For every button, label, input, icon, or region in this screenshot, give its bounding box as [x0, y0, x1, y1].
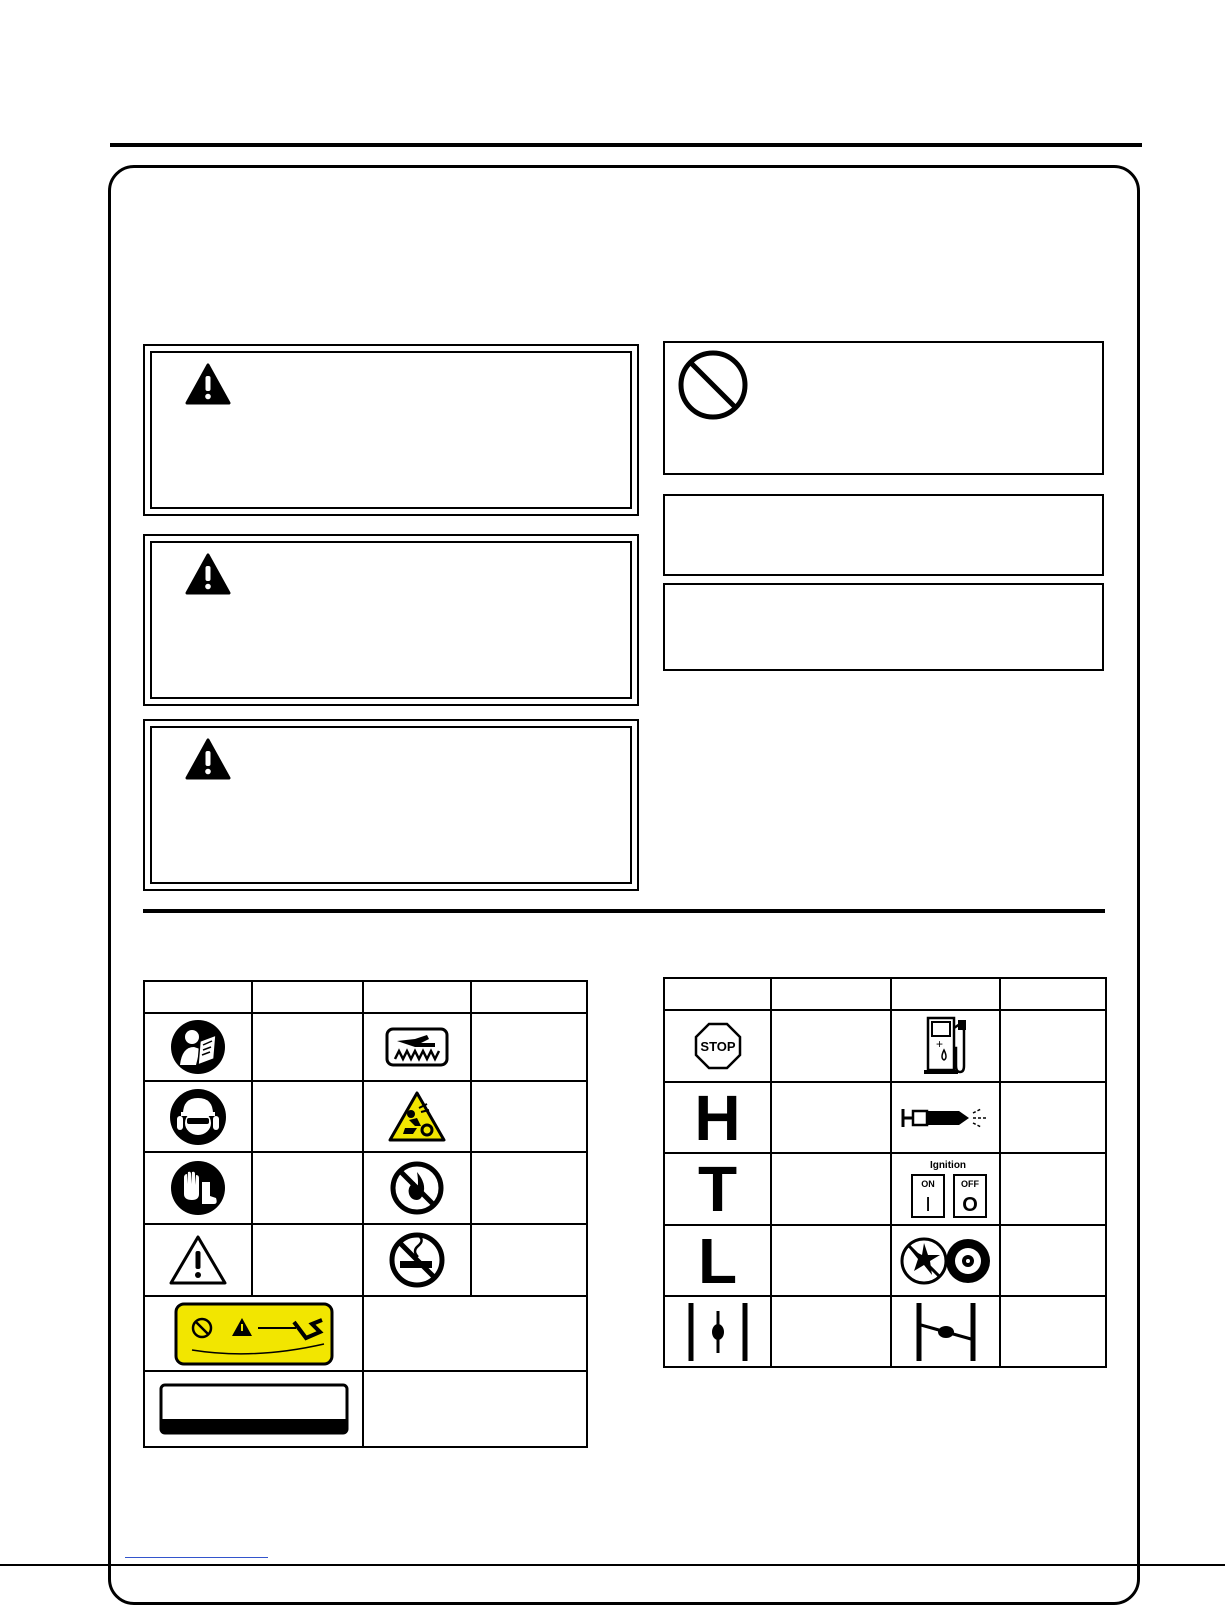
header-cell: [1000, 978, 1106, 1010]
safety-distance-label-icon: [174, 1302, 334, 1366]
thrown-objects-icon: [387, 1090, 447, 1144]
safety-symbols-table: [143, 980, 588, 1448]
table-row: [664, 1296, 1106, 1367]
warning-triangle-icon: [185, 738, 231, 780]
ignition-title: Ignition: [929, 1160, 966, 1171]
page-bottom-edge: [0, 1564, 1225, 1566]
description-cell: [471, 1081, 587, 1152]
symbol-cell: [664, 1153, 771, 1225]
symbol-cell: [144, 1013, 252, 1081]
symbol-cell: [664, 1296, 771, 1367]
symbol-cell: [144, 1371, 363, 1447]
ignition-off-label: OFF: [960, 1179, 979, 1189]
symbol-cell: [144, 1224, 252, 1296]
symbol-cell: [891, 1225, 1000, 1296]
description-cell: [363, 1371, 587, 1447]
description-cell: [252, 1152, 363, 1224]
note-box-1: [663, 494, 1104, 576]
table-row: [144, 1371, 587, 1447]
description-cell: [471, 1224, 587, 1296]
description-cell: [771, 1296, 891, 1367]
header-cell: [252, 981, 363, 1013]
symbol-cell: [363, 1013, 471, 1081]
table-row: [144, 1296, 587, 1371]
svg-text:+: +: [935, 1037, 943, 1051]
header-cell: [664, 978, 771, 1010]
description-cell: [471, 1152, 587, 1224]
no-smoking-icon: [388, 1231, 446, 1289]
symbol-cell: [891, 1153, 1000, 1225]
table-row: [664, 1010, 1106, 1082]
table-header-row: [144, 981, 587, 1013]
prohibition-circle-icon: [677, 349, 749, 421]
hyperlink-underline[interactable]: [125, 1557, 268, 1558]
description-cell: [771, 1153, 891, 1225]
no-open-flame-icon: [389, 1160, 445, 1216]
symbol-cell: [664, 1082, 771, 1153]
stop-sign-text: STOP: [699, 1039, 736, 1054]
description-cell: [1000, 1153, 1106, 1225]
description-cell: [771, 1010, 891, 1082]
table-row: [664, 1225, 1106, 1296]
ignition-on-mark: I: [924, 1194, 931, 1216]
symbol-cell: [363, 1081, 471, 1152]
ignition-off-mark: O: [961, 1194, 978, 1216]
read-manual-icon: [170, 1019, 226, 1075]
choke-open-icon: [685, 1301, 751, 1363]
table-row: [144, 1152, 587, 1224]
hand-blade-hazard-icon: [385, 1027, 449, 1067]
description-cell: [771, 1082, 891, 1153]
description-cell: [1000, 1082, 1106, 1153]
description-cell: [1000, 1296, 1106, 1367]
symbol-cell: [144, 1081, 252, 1152]
fuel-pump-icon: [922, 1014, 970, 1078]
symbol-cell: [363, 1152, 471, 1224]
grease-gun-icon: [901, 1103, 991, 1133]
header-rule: [110, 143, 1142, 147]
label-plate-icon: [159, 1383, 349, 1435]
warning-triangle-icon: [185, 553, 231, 595]
description-cell: [1000, 1010, 1106, 1082]
blade-rotation-icon: [900, 1235, 992, 1287]
description-cell: [363, 1296, 587, 1371]
warning-box-3: [143, 719, 639, 891]
symbol-cell: [144, 1296, 363, 1371]
description-cell: [771, 1225, 891, 1296]
description-cell: [252, 1013, 363, 1081]
description-cell: [252, 1224, 363, 1296]
header-cell: [771, 978, 891, 1010]
gloves-boots-icon: [170, 1160, 226, 1216]
letter-t-symbol: T: [697, 1153, 738, 1225]
description-cell: [252, 1081, 363, 1152]
warning-box-2: [143, 534, 639, 706]
header-cell: [144, 981, 252, 1013]
symbol-cell: [891, 1082, 1000, 1153]
description-cell: [1000, 1225, 1106, 1296]
description-cell: [471, 1013, 587, 1081]
letter-h-symbol: H: [694, 1081, 741, 1154]
header-cell: [471, 981, 587, 1013]
table-row: [144, 1224, 587, 1296]
note-box-2: [663, 583, 1104, 671]
symbol-cell: [664, 1225, 771, 1296]
header-cell: [891, 978, 1000, 1010]
symbol-cell: [363, 1224, 471, 1296]
symbol-cell: [891, 1010, 1000, 1082]
symbol-cell: [664, 1010, 771, 1082]
control-symbols-table: [663, 977, 1107, 1368]
table-row: [144, 1013, 587, 1081]
caution-triangle-icon: [168, 1234, 228, 1286]
warning-triangle-icon: [185, 363, 231, 405]
symbol-cell: [891, 1296, 1000, 1367]
stop-sign-icon: [694, 1022, 742, 1070]
warning-box-1: [143, 344, 639, 516]
table-row: [144, 1081, 587, 1152]
letter-l-symbol: L: [697, 1224, 738, 1297]
header-cell: [363, 981, 471, 1013]
ignition-switch-icon: [896, 1157, 996, 1221]
section-rule: [143, 909, 1105, 913]
prohibition-box: [663, 341, 1104, 475]
ignition-on-label: ON: [920, 1179, 935, 1189]
helmet-goggles-earmuffs-icon: [169, 1088, 227, 1146]
symbol-cell: [144, 1152, 252, 1224]
choke-closed-icon: [913, 1301, 979, 1363]
table-header-row: [664, 978, 1106, 1010]
table-row: [664, 1153, 1106, 1225]
table-row: [664, 1082, 1106, 1153]
